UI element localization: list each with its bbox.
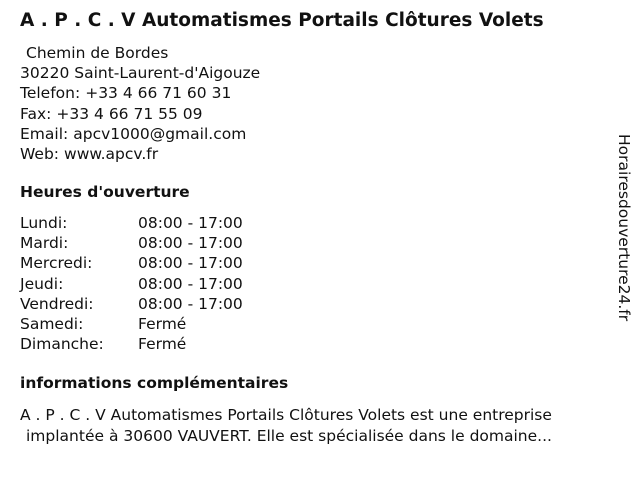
hours-value: 08:00 - 17:00	[138, 214, 243, 232]
email-label: Email:	[20, 124, 69, 143]
hours-row-sunday	[20, 334, 320, 354]
fax-label: Fax:	[20, 104, 52, 123]
hours-row-thursday	[20, 274, 320, 294]
opening-hours-heading: Heures d'ouverture	[20, 183, 190, 201]
site-watermark: Horairesdouverture24.fr	[615, 134, 633, 322]
hours-row-wednesday	[20, 253, 320, 273]
hours-value: Fermé	[138, 314, 187, 333]
address-street: Chemin de Bordes	[26, 44, 169, 62]
hours-row-saturday	[20, 314, 320, 334]
additional-info-text	[20, 405, 624, 447]
day-label: Samedi:	[20, 314, 84, 333]
day-label: Mercredi:	[20, 254, 93, 273]
address-city: 30220 Saint-Laurent-d'Aigouze	[20, 64, 261, 83]
hours-row-tuesday	[20, 233, 320, 253]
email-line	[20, 124, 260, 144]
opening-hours-table	[20, 213, 320, 354]
phone-label: Telefon:	[20, 84, 81, 103]
contact-block	[20, 43, 260, 164]
day-label: Vendredi:	[20, 294, 94, 313]
hours-row-monday	[20, 213, 320, 233]
additional-info-heading: informations complémentaires	[20, 374, 289, 392]
website-link[interactable]: www.apcv.fr	[64, 144, 159, 163]
web-label: Web:	[20, 144, 60, 163]
day-label: Jeudi:	[20, 274, 64, 293]
hours-value: 08:00 - 17:00	[138, 234, 243, 253]
fax-line	[20, 104, 260, 124]
email-address[interactable]: apcv1000@gmail.com	[73, 124, 247, 143]
day-label: Dimanche:	[20, 335, 104, 354]
hours-value: 08:00 - 17:00	[138, 254, 243, 273]
hours-value: 08:00 - 17:00	[138, 294, 243, 313]
fax-number: +33 4 66 71 55 09	[56, 104, 203, 123]
business-title: A . P . C . V Automatismes Portails Clôtures Volets	[20, 10, 544, 31]
hours-value: 08:00 - 17:00	[138, 274, 243, 293]
info-line-1: A . P . C . V Automatismes Portails Clôtures Volets est une entreprise	[20, 406, 552, 424]
phone-line	[20, 83, 260, 103]
web-line	[20, 144, 260, 164]
hours-value: Fermé	[138, 335, 187, 354]
day-label: Mardi:	[20, 234, 69, 253]
day-label: Lundi:	[20, 214, 68, 232]
hours-row-friday	[20, 294, 320, 314]
phone-number[interactable]: +33 4 66 71 60 31	[85, 84, 232, 103]
info-line-2: implantée à 30600 VAUVERT. Elle est spécialisée dans le domaine...	[26, 427, 552, 445]
